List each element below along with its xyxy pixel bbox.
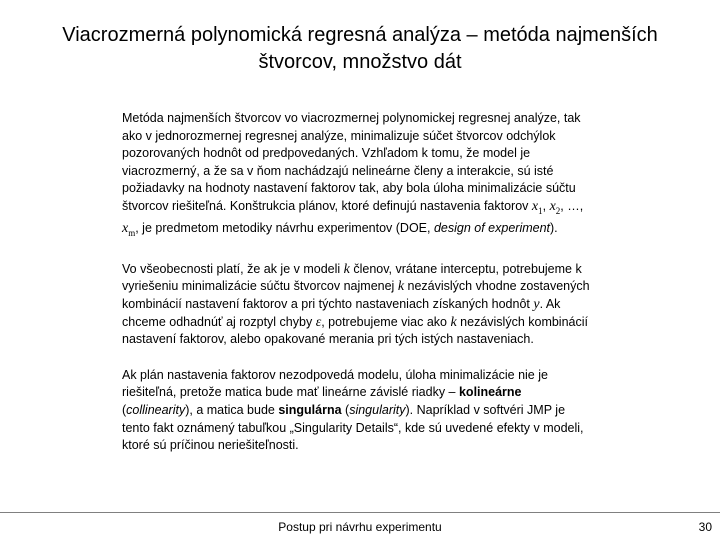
p3-bold-collinear: kolineárne [458,385,522,400]
var-xm: $x_m$ [122,221,136,239]
p3-part2: ( [122,402,127,417]
paragraph-model-terms [122,261,592,349]
paragraph-singularity [122,367,592,455]
slide-body [122,110,592,473]
p1-text-end: ). [550,221,558,236]
var-epsilon: ε [315,314,322,330]
p3-part1: Ak plán nastavenia faktorov nezodpovedá modelu, úloha minimalizácie nie je riešiteľná, pretože matica bude mať lineárne závislé riadky – [122,367,548,400]
p2-part4: . Ak chceme odhadnúť aj rozptyl chyby [122,296,561,329]
p2-part1: Vo všeobecnosti platí, že ak je v modeli [122,261,344,276]
p3-part5: ). Napríklad v softvéri JMP je tento fakt oznámený tabuľkou „Singularity Details“, kde sú uvedené efekty v modeli, ktoré sú príčinou neriešiteľnosti. [122,402,584,453]
paragraph-least-squares [122,110,592,243]
p1-ellipsis: , …, [560,198,584,213]
p2-part3: nezávislých vhodne zostavených kombinácií nastavení faktorov a pri týchto nastaveniach získaných hodnôt [122,279,590,311]
p3-bold-singular: singulárna [278,402,342,417]
p2-part2: členov, vrátane interceptu, potrebujeme k vyriešeniu minimalizácie súčtu štvorcov najmenej [122,261,582,294]
var-x1: $x_1$ [531,198,543,216]
var-k-1: k [343,261,350,277]
p1-text: Metóda najmenších štvorcov vo viacrozmernej polynomickej regresnej analýze, tak ako v jednorozmernej regresnej analýze, minimalizuje súčet štvorcov odchýlok pozorovaných hodnôt od predpovedaných. Vzhľadom k tomu, že model je viacrozmerný, a že sa v ňom nachádzajú nelineárne členy a interakcie, sú isté požiadavky na hodnoty nastavení faktorov tak, aby bola úloha minimalizácie súčtu štvorcov riešiteľná. Konštrukcia plánov, ktoré definujú nastavenia faktorov [122,111,581,213]
p3-italic-collinearity: collinearity [126,402,186,417]
title-line-2: štvorcov, množstvo dát [258,51,462,73]
p3-part3: ), a matica bude [185,402,279,417]
p2-part6: nezávislých kombinácií nastavení faktorov, alebo opakované merania pri tých istých nastaveniach. [122,314,588,347]
var-k-3: k [450,314,457,330]
footer-divider [0,512,720,513]
var-k-2: k [397,279,405,295]
footer-title: Postup pri návrhu experimentu [278,520,442,534]
p3-part4: ( [341,402,350,417]
page-number: 30 [698,520,712,534]
var-y: y [533,296,540,312]
p1-text-after: , je predmetom metodiky návrhu experimentov (DOE, [135,221,434,236]
var-x2: $x_2$ [549,198,561,216]
p1-sep-1: , [542,198,550,213]
p2-part5: , potrebujeme viac ako [321,314,451,329]
p1-italic-term: design of experiment [433,221,551,236]
p3-italic-singularity: singularity [349,402,406,417]
title-line-1: Viacrozmerná polynomická regresná analýza – metóda najmenších [62,24,658,46]
slide-title [30,22,690,76]
